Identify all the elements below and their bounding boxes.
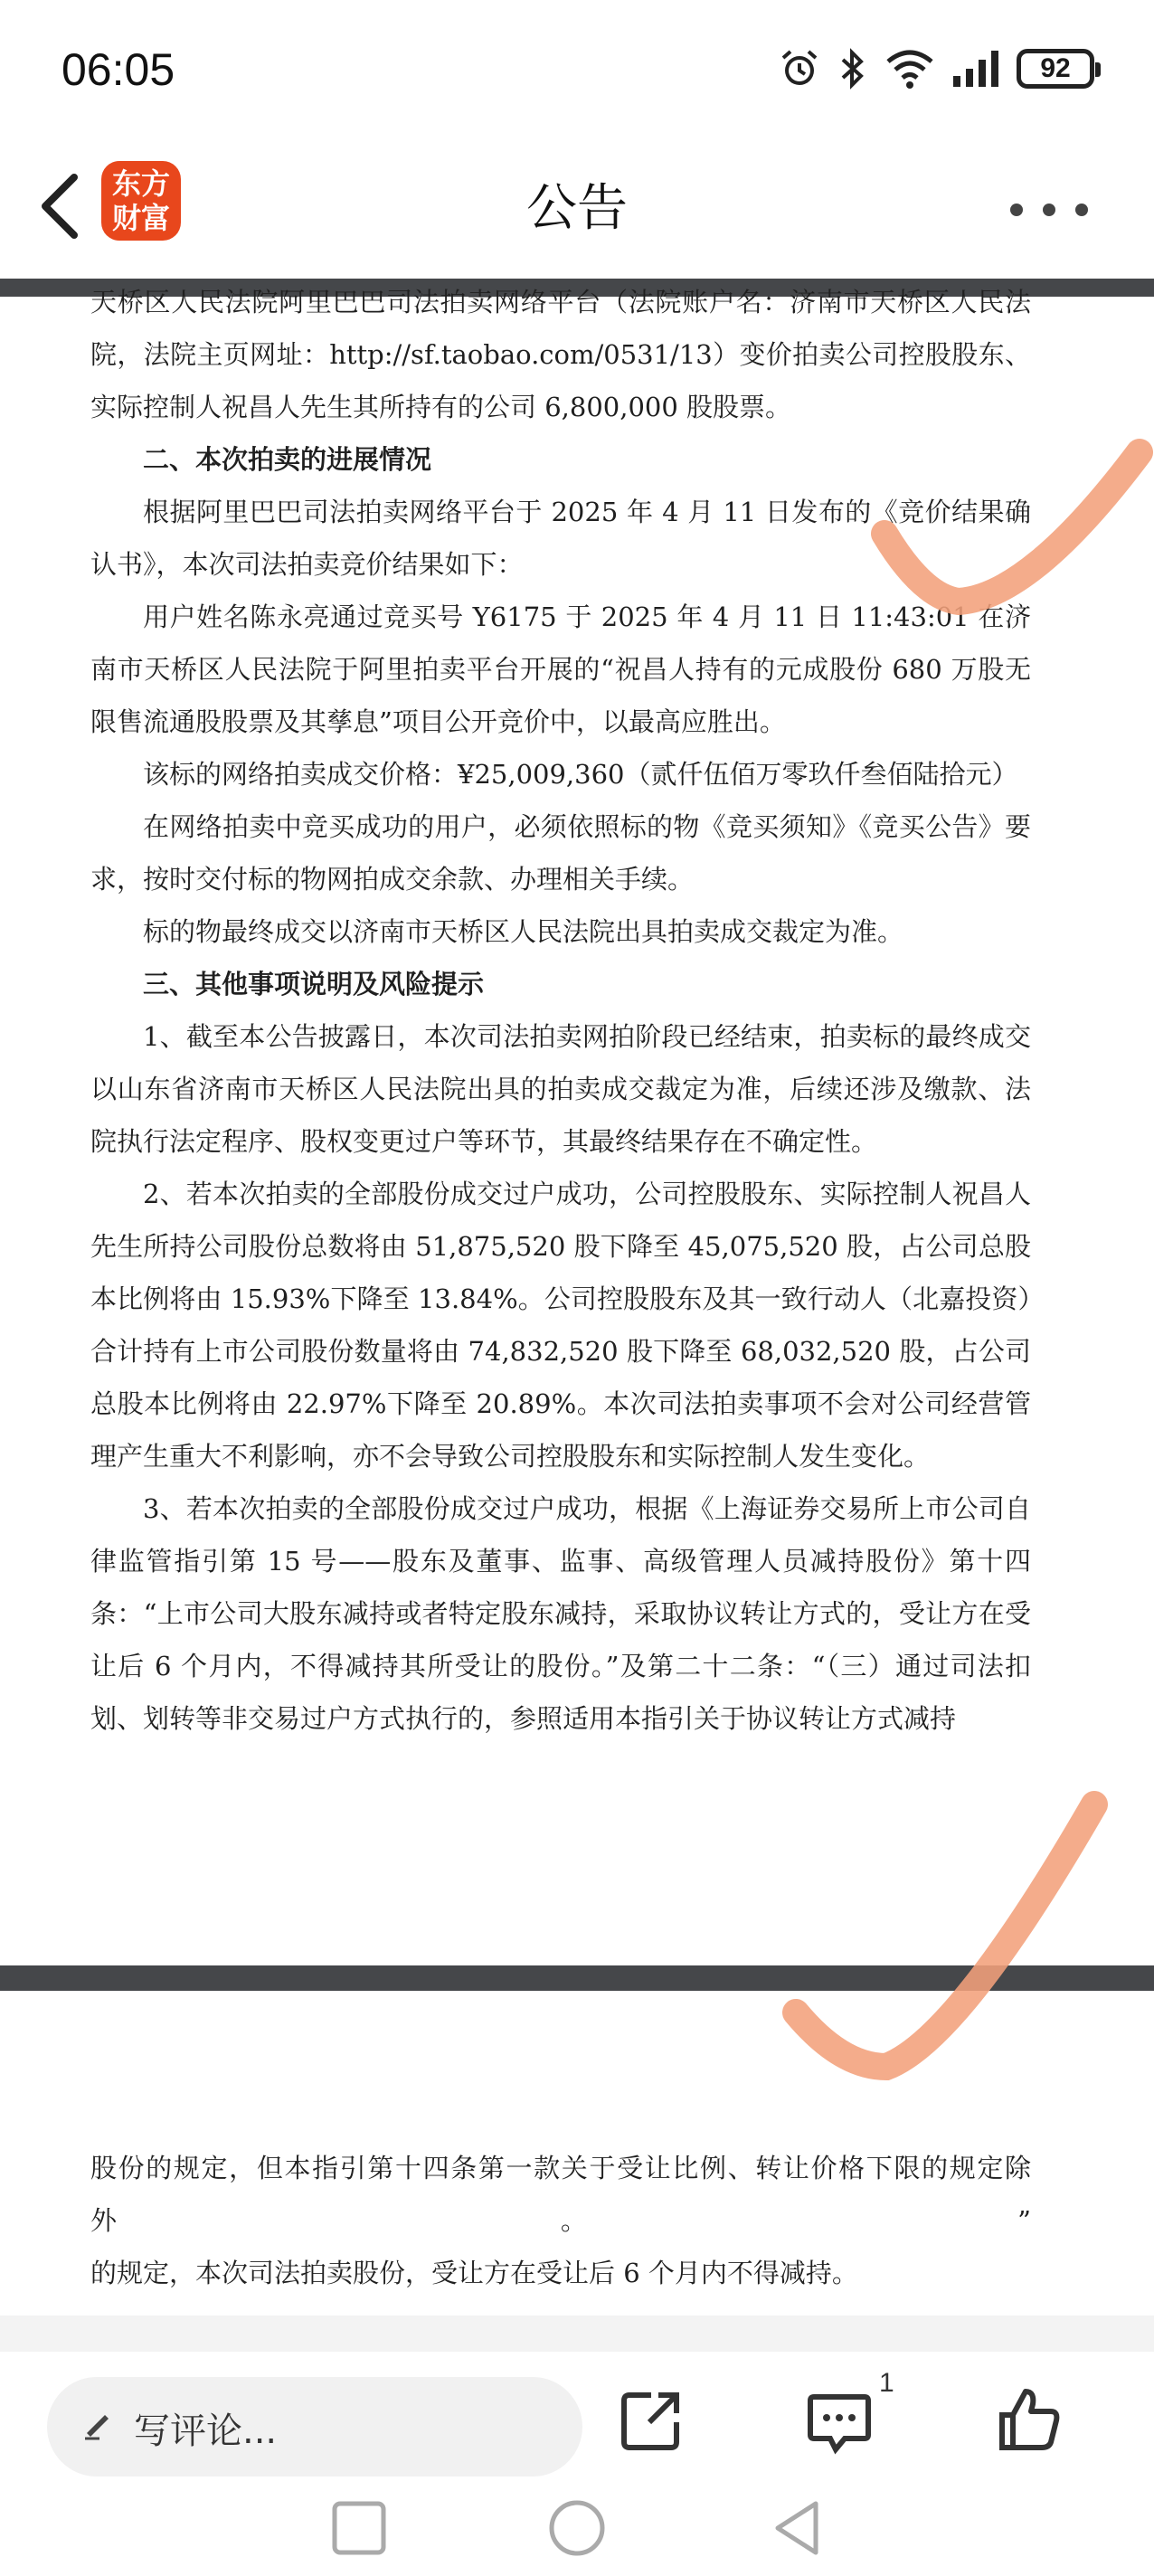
paragraph: 2、若本次拍卖的全部股份成交过户成功，公司控股股东、实际控制人祝昌人先生所持公司股份总数将由 51,875,520 股下降至 45,075,520 股，占公司总股本比例将由 15.93%下降至 13.84%。公司控股股东及其一致行动人（北嘉投资）合计持有上市公司股份数量将由 74,832,520 股下降至 68,032,520 股，占公司总股本比例将由 22.97%下降至 20.89%。本次司法拍卖事项不会对公司经营管理产生重大不利影响，亦不会导致公司控股股东和实际控制人发生变化。 [90,1179,1031,1472]
status-icons [778,47,1094,90]
paragraph: 3、若本次拍卖的全部股份成交过户成功，根据《上海证券交易所上市公司自律监管指引第 15 号——股东及董事、监事、高级管理人员减持股份》第十四条：“上市公司大股东减持或者特定股东减持，采取协议转让方式的，受让方在受让后 6 个月内，不得减持其所受让的股份。”及第二十二条：“（三）通过司法扣划、划转等非交易过户方式执行的，参照适用本指引关于协议转让方式减持 [90,1493,1031,1734]
signal-icon [951,49,1000,89]
comment-icon[interactable] [803,2384,875,2457]
more-icon[interactable] [1004,192,1094,228]
app-header [0,145,1154,280]
comment-input[interactable] [47,2377,582,2477]
paragraph: 二、本次拍卖的进展情况 [143,444,432,475]
share-icon[interactable] [615,2384,687,2457]
paragraph: 的规定，本次司法拍卖股份，受让方在受让后 6 个月内不得减持。 [90,2258,858,2288]
announcement-page-2 [90,2142,1031,2299]
status-time: 06:05 [61,44,175,95]
paragraph: 标的物最终成交以济南市天桥区人民法院出具拍卖成交裁定为准。 [143,916,904,947]
logo-line2: 财富 [111,201,170,235]
comment-count: 1 [879,2368,894,2398]
wifi-icon [884,47,935,90]
nav-back-icon[interactable] [765,2496,828,2560]
comment-placeholder: 写评论... [134,2410,278,2452]
status-bar [0,0,1154,136]
check-mark-2-icon [778,1786,1121,2094]
check-mark-1-icon [868,425,1154,624]
paragraph: 根据阿里巴巴司法拍卖网络平台于 2025 年 4 月 11 日发布的《竞价结果确认书》，本次司法拍卖竞价结果如下： [90,497,1031,580]
bottom-bar [0,2352,1154,2576]
nav-home-icon[interactable] [545,2496,609,2560]
like-icon[interactable] [993,2384,1065,2457]
logo-line1: 东方 [111,166,170,201]
paragraph: 在网络拍卖中竞买成功的用户，必须依照标的物《竞买须知》《竞买公告》要求，按时交付标的物网拍成交余款、办理相关手续。 [90,811,1031,895]
pen-icon [80,2406,116,2442]
paragraph: 天桥区人民法院阿里巴巴司法拍卖网络平台（法院账户名：济南市天桥区人民法 [90,287,1031,317]
paragraph: 院，法院主页网址：http://sf.taobao.com/0531/13）变价拍卖公司控股股东、 [90,339,1031,370]
nav-recent-icon[interactable] [327,2496,391,2560]
paragraph: 用户姓名陈永亮通过竞买号 Y6175 于 2025 年 4 月 11 日 11:43:01 在济南市天桥区人民法院于阿里拍卖平台开展的“祝昌人持有的元成股份 680 万股无限售流通股股票及其孳息”项目公开竞价中，以最高应胜出。 [90,601,1031,737]
paragraph: 三、其他事项说明及风险提示 [143,969,485,999]
paragraph: 1、截至本公告披露日，本次司法拍卖网拍阶段已经结束，拍卖标的最终成交以山东省济南市天桥区人民法院出具的拍卖成交裁定为准，后续还涉及缴款、法院执行法定程序、股权变更过户等环节，其最终结果存在不确定性。 [90,1021,1031,1157]
battery-indicator: 92 [1017,49,1094,89]
page-title: 公告 [526,179,628,238]
paragraph: 实际控制人祝昌人先生其所持有的公司 6,800,000 股股票。 [90,392,792,422]
page-edge [0,2316,1154,2352]
bluetooth-icon [837,47,868,90]
paragraph: 股份的规定，但本指引第十四条第一款关于受让比例、转让价格下限的规定除外。” [90,2153,1031,2236]
paragraph: 该标的网络拍卖成交价格：¥25,009,360（贰仟伍佰万零玖仟叁佰陆拾元） [143,759,1018,790]
alarm-icon [778,47,821,90]
